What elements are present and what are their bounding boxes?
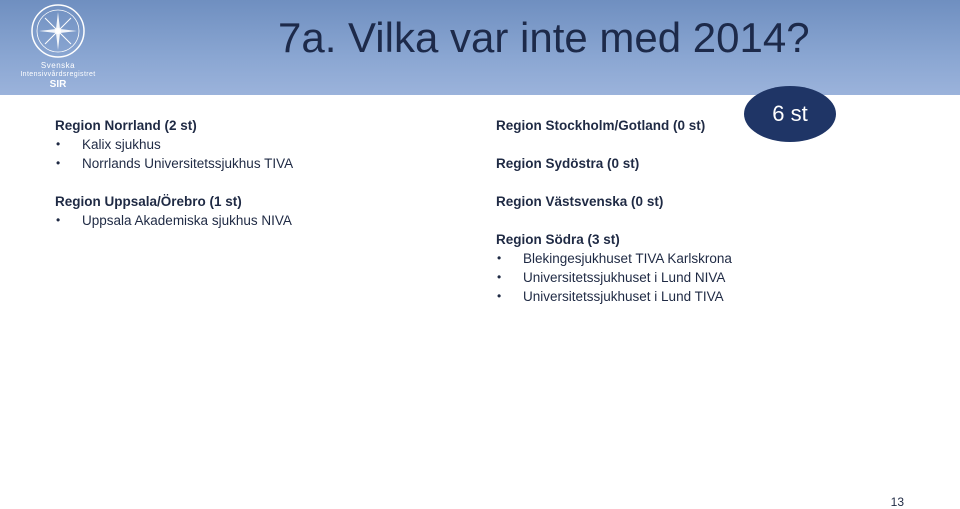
list-item: • Uppsala Akademiska sjukhus NIVA: [55, 211, 435, 230]
region-uppsala-orebro: [55, 192, 435, 230]
logo-text-sir: SIR: [49, 79, 67, 90]
region-norrland: [55, 116, 435, 173]
region-heading: Region Sydöstra (0 st): [496, 156, 640, 171]
region-sydostra: [496, 154, 916, 173]
list-item: • Universitetssjukhuset i Lund TIVA: [496, 287, 916, 306]
list-item: • Kalix sjukhus: [55, 135, 435, 154]
logo-text-registry: Intensivvårdsregistret: [20, 71, 96, 78]
list-item: • Universitetssjukhuset i Lund NIVA: [496, 268, 916, 287]
region-heading: Region Uppsala/Örebro (1 st): [55, 194, 242, 209]
page-number: 13: [890, 495, 904, 509]
sir-logo: [8, 2, 108, 90]
region-sodra: [496, 230, 916, 306]
region-stockholm-gotland: [496, 116, 916, 135]
list-item: • Norrlands Universitetssjukhus TIVA: [55, 154, 435, 173]
region-heading: Region Norrland (2 st): [55, 118, 197, 133]
sir-emblem-icon: [29, 2, 87, 60]
header-banner: [0, 0, 960, 95]
region-heading: Region Västsvenska (0 st): [496, 194, 664, 209]
count-badge: 6 st: [744, 86, 836, 142]
hospital-list: [496, 249, 916, 306]
region-vastsvenska: [496, 192, 916, 211]
logo-text-svenska: Svenska: [40, 61, 76, 70]
hospital-list: [55, 211, 435, 230]
region-heading: Region Stockholm/Gotland (0 st): [496, 118, 706, 133]
list-item: • Blekingesjukhuset TIVA Karlskrona: [496, 249, 916, 268]
left-column: [55, 116, 435, 230]
hospital-list: [55, 135, 435, 173]
slide-title: 7a. Vilka var inte med 2014?: [278, 14, 810, 61]
right-column: [496, 116, 916, 306]
region-heading: Region Södra (3 st): [496, 232, 620, 247]
